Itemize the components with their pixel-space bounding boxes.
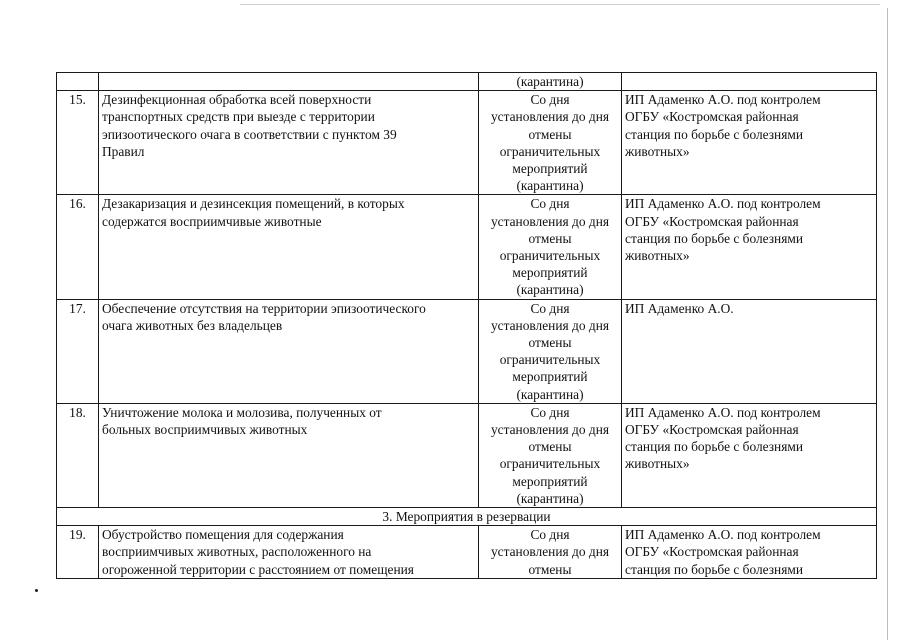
executor-line: ИП Адаменко А.О. под контролем: [625, 404, 821, 420]
table-row: [57, 403, 877, 507]
term-line: ограничительных: [499, 352, 601, 368]
measure-line: транспортных средств при выезде с территории: [102, 109, 375, 125]
measure-line: Обустройство помещения для содержания: [102, 527, 344, 543]
executor-line: станция по борьбе с болезнями: [625, 439, 804, 455]
executor-line: ИП Адаменко А.О. под контролем: [625, 92, 821, 108]
measure-line: Обеспечение отсутствия на территории эпизоотического: [102, 300, 426, 316]
term-line: Со дня: [530, 527, 570, 543]
term-cell: [479, 91, 622, 195]
executor-cell: [622, 299, 877, 403]
measure-cell: [99, 91, 479, 195]
row-number: [57, 73, 99, 91]
executor-line: животных»: [625, 248, 690, 264]
executor-cell: [622, 403, 877, 507]
measure-line: огороженной территории с расстоянием от помещения: [102, 561, 414, 577]
term-line: отмены: [528, 230, 572, 246]
executor-line: животных»: [625, 456, 690, 472]
term-line: отмены: [528, 126, 572, 142]
term-line: (карантина): [516, 282, 584, 298]
measure-line: Дезинфекционная обработка всей поверхности: [102, 92, 372, 108]
row-number: 18.: [57, 403, 99, 507]
executor-cell: [622, 195, 877, 299]
term-line: установления до дня: [490, 544, 610, 560]
measure-line: Дезакаризация и дезинсекция помещений, в которых: [102, 196, 405, 212]
executor-line: ОГБУ «Костромская районная: [625, 422, 799, 438]
term-line: установления до дня: [490, 109, 610, 125]
executor-line: животных»: [625, 143, 690, 159]
measure-line: больных восприимчивых животных: [102, 422, 308, 438]
row-number: 19.: [57, 526, 99, 579]
row-number: 17.: [57, 299, 99, 403]
measures-table: [56, 72, 877, 579]
measure-cell: [99, 195, 479, 299]
term-line: мероприятий: [512, 161, 588, 177]
term-line: Со дня: [530, 92, 570, 108]
measure-cell: [99, 299, 479, 403]
row-number: 15.: [57, 91, 99, 195]
table-row: [57, 526, 877, 579]
executor-cell: [622, 526, 877, 579]
executor-line: ОГБУ «Костромская районная: [625, 109, 799, 125]
term-line: отмены: [528, 335, 572, 351]
executor-line: станция по борьбе с болезнями: [625, 126, 804, 142]
term-line: (карантина): [516, 490, 584, 506]
term-line: Со дня: [530, 300, 570, 316]
table-row: [57, 195, 877, 299]
term-line: установления до дня: [490, 213, 610, 229]
executor-cell: [622, 91, 877, 195]
term-line: (карантина): [516, 74, 584, 89]
measure-cell: [99, 73, 479, 91]
term-cell: [479, 73, 622, 91]
term-cell: [479, 403, 622, 507]
scan-right-edge: [887, 8, 888, 640]
executor-line: ИП Адаменко А.О. под контролем: [625, 196, 821, 212]
section-title: 3. Мероприятия в резервации: [57, 508, 877, 526]
term-line: мероприятий: [512, 369, 588, 385]
term-cell: [479, 195, 622, 299]
term-line: Со дня: [530, 196, 570, 212]
measure-cell: [99, 403, 479, 507]
row-number: 16.: [57, 195, 99, 299]
term-line: ограничительных: [499, 143, 601, 159]
term-line: Со дня: [530, 404, 570, 420]
executor-line: ОГБУ «Костромская районная: [625, 544, 799, 560]
executor-line: ОГБУ «Костромская районная: [625, 213, 799, 229]
term-line: ограничительных: [499, 248, 601, 264]
executor-line: станция по борьбе с болезнями: [625, 561, 804, 577]
term-line: (карантина): [516, 386, 584, 402]
scan-top-rule: [240, 4, 880, 5]
measure-line: восприимчивых животных, расположенного на: [102, 544, 372, 560]
term-line: отмены: [528, 561, 572, 577]
table-row: [57, 299, 877, 403]
term-line: ограничительных: [499, 456, 601, 472]
measure-cell: [99, 526, 479, 579]
term-line: отмены: [528, 439, 572, 455]
measure-line: эпизоотического очага в соответствии с пунктом 39: [102, 126, 397, 142]
measure-line: очага животных без владельцев: [102, 317, 283, 333]
measure-line: Уничтожение молока и молозива, полученных от: [102, 404, 382, 420]
measure-line: Правил: [102, 143, 145, 159]
term-line: установления до дня: [490, 317, 610, 333]
term-line: мероприятий: [512, 473, 588, 489]
scan-speck: [35, 589, 38, 592]
executor-line: ИП Адаменко А.О.: [625, 300, 734, 316]
executor-cell: [622, 73, 877, 91]
executor-line: станция по борьбе с болезнями: [625, 230, 804, 246]
term-cell: [479, 526, 622, 579]
executor-line: ИП Адаменко А.О. под контролем: [625, 527, 821, 543]
term-cell: [479, 299, 622, 403]
term-line: мероприятий: [512, 265, 588, 281]
term-line: (карантина): [516, 178, 584, 194]
section-header-row: [57, 508, 877, 526]
measure-line: содержатся восприимчивые животные: [102, 213, 322, 229]
continuation-row: [57, 73, 877, 91]
term-line: установления до дня: [490, 422, 610, 438]
table-row: [57, 91, 877, 195]
